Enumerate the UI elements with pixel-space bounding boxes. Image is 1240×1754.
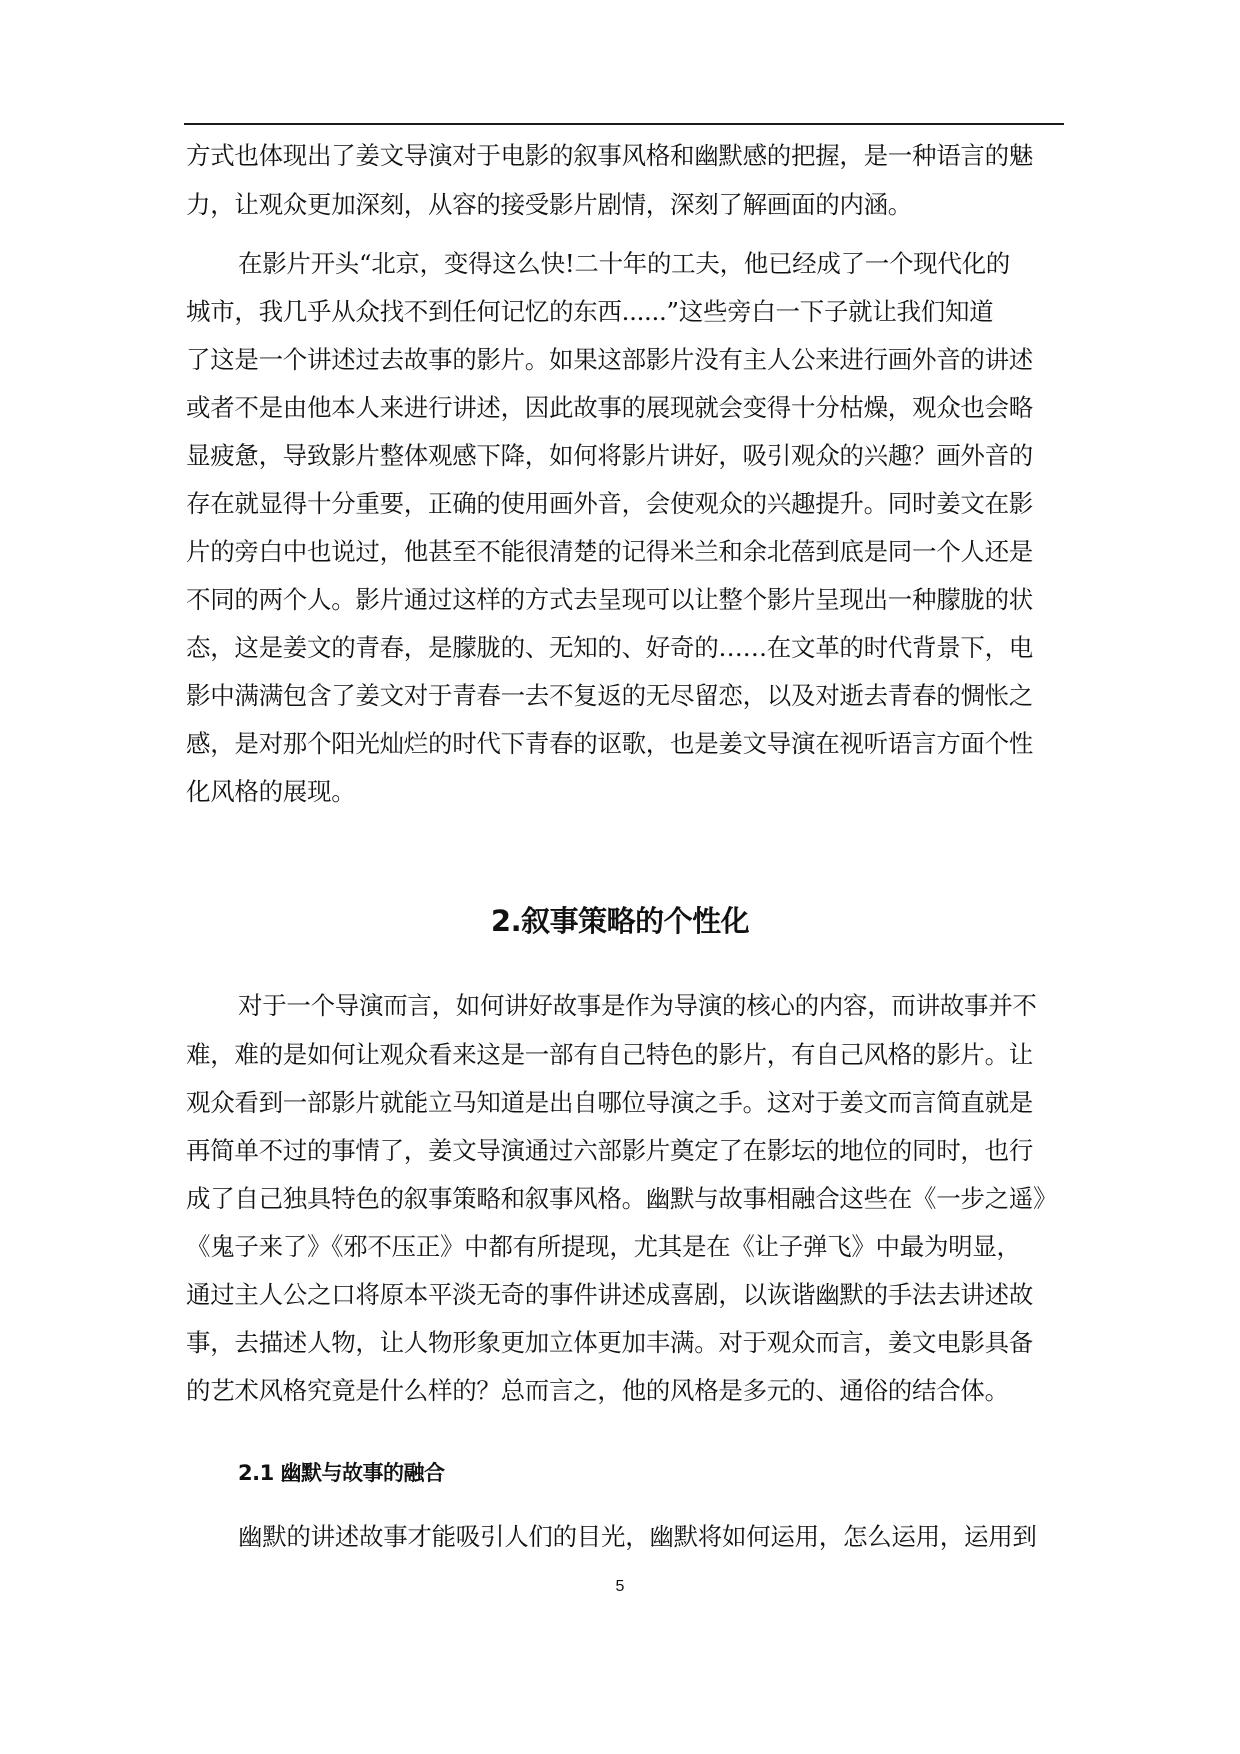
body-text-line: 难，难的是如何让观众看来这是一部有自己特色的影片，有自己风格的影片。让 (186, 1040, 1033, 1069)
body-text-line: 的艺术风格究竟是什么样的？总而言之，他的风格是多元的、通俗的结合体。 (186, 1376, 1009, 1405)
body-text-line: 存在就显得十分重要，正确的使用画外音，会使观众的兴趣提升。同时姜文在影 (186, 489, 1033, 518)
body-text-line: 成了自己独具特色的叙事策略和叙事风格。幽默与故事相融合这些在《一步之遥》 (186, 1184, 1058, 1213)
body-text-line: 通过主人公之口将原本平淡无奇的事件讲述成喜剧，以诙谐幽默的手法去讲述故 (186, 1280, 1033, 1309)
body-text-line: 感，是对那个阳光灿烂的时代下青春的讴歌，也是姜文导演在视听语言方面个性 (186, 729, 1033, 758)
header-rule (184, 123, 1064, 125)
body-text-line: 幽默的讲述故事才能吸引人们的目光，幽默将如何运用，怎么运用，运用到 (238, 1522, 1037, 1551)
body-text-line: 不同的两个人。影片通过这样的方式去呈现可以让整个影片呈现出一种朦胧的状 (186, 585, 1033, 614)
subsection-heading: 2.1 幽默与故事的融合 (238, 1461, 445, 1485)
body-text-line: 化风格的展现。 (186, 777, 356, 806)
body-text-line: 影中满满包含了姜文对于青春一去不复返的无尽留恋，以及对逝去青春的惆怅之 (186, 681, 1033, 710)
body-text-line: 在影片开头“北京，变得这么快!二十年的工夫，他已经成了一个现代化的 (238, 249, 1010, 278)
body-text-line: 方式也体现出了姜文导演对于电影的叙事风格和幽默感的把握，是一种语言的魅 (186, 141, 1033, 170)
body-text-line: 片的旁白中也说过，他甚至不能很清楚的记得米兰和余北蓓到底是同一个人还是 (186, 537, 1033, 566)
body-text-line: 或者不是由他本人来进行讲述，因此故事的展现就会变得十分枯燥，观众也会略 (186, 393, 1033, 422)
page-number: 5 (615, 1578, 625, 1595)
body-text-line: 对于一个导演而言，如何讲好故事是作为导演的核心的内容，而讲故事并不 (238, 991, 1037, 1020)
body-text-line: 显疲惫，导致影片整体观感下降，如何将影片讲好，吸引观众的兴趣？画外音的 (186, 441, 1033, 470)
body-text-line: 态，这是姜文的青春，是朦胧的、无知的、好奇的……在文革的时代背景下，电 (186, 633, 1033, 662)
body-text-line: 《鬼子来了》《邪不压正》中都有所提现，尤其是在《让子弹飞》中最为明显， (186, 1232, 1021, 1261)
body-text-line: 城市，我几乎从众找不到任何记忆的东西......”这些旁白一下子就让我们知道 (186, 297, 994, 326)
body-text-line: 再简单不过的事情了，姜文导演通过六部影片奠定了在影坛的地位的同时，也行 (186, 1136, 1033, 1165)
section-heading: 2.叙事策略的个性化 (490, 904, 750, 938)
body-text-line: 了这是一个讲述过去故事的影片。如果这部影片没有主人公来进行画外音的讲述 (186, 345, 1033, 374)
body-text-line: 事，去描述人物，让人物形象更加立体更加丰满。对于观众而言，姜文电影具备 (186, 1328, 1033, 1357)
body-text-line: 观众看到一部影片就能立马知道是出自哪位导演之手。这对于姜文而言简直就是 (186, 1088, 1033, 1117)
body-text-line: 力，让观众更加深刻，从容的接受影片剧情，深刻了解画面的内涵。 (186, 190, 912, 219)
